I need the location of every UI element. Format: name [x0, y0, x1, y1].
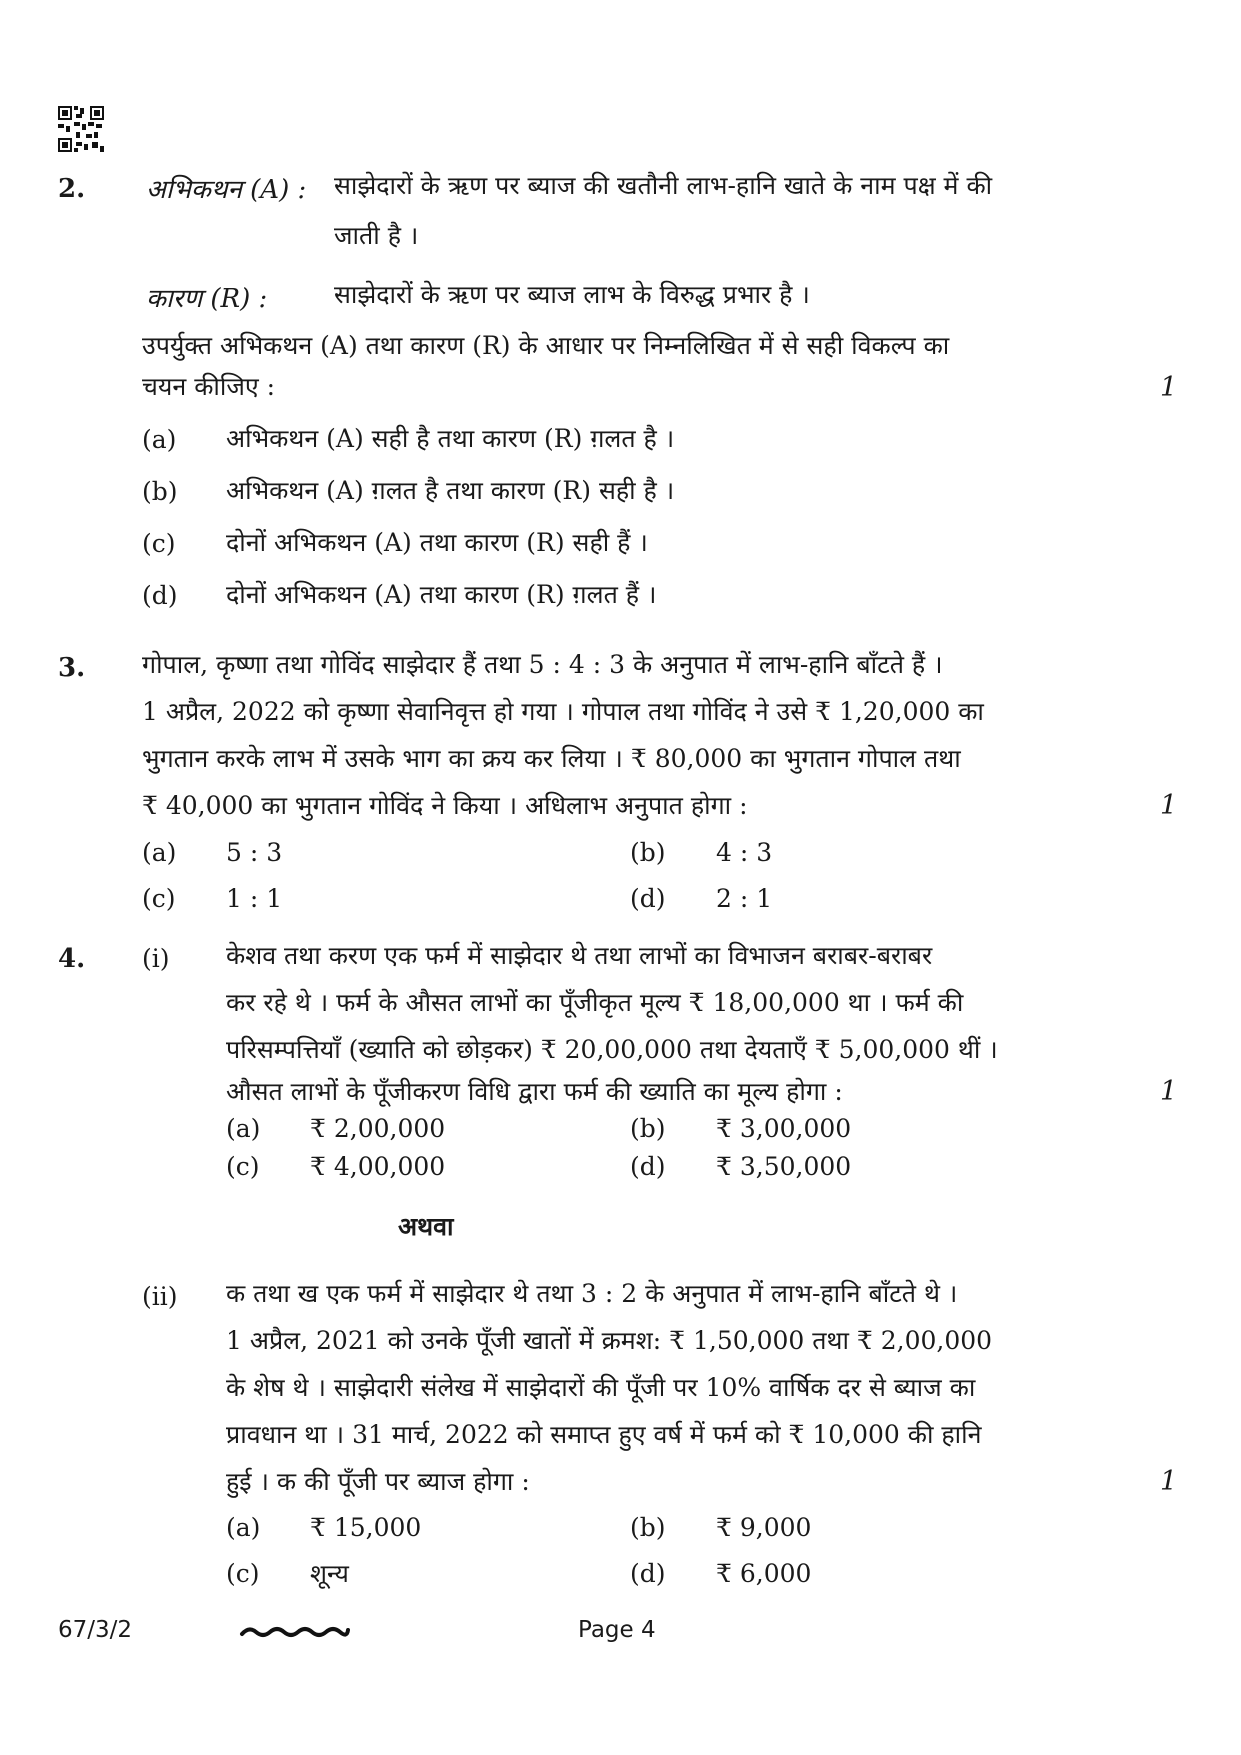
question-text: केशव तथा करण एक फर्म में साझेदार थे तथा लाभों का विभाजन बराबर-बराबर: [226, 941, 933, 970]
page-number: Page 4: [578, 1617, 656, 1643]
option-text: शून्य: [310, 1559, 349, 1588]
option-text: 4 : 3: [716, 838, 773, 867]
option-text: ₹ 3,50,000: [716, 1152, 852, 1181]
option-label: (d): [630, 884, 666, 913]
question-text: प्रावधान था । 31 मार्च, 2022 को समाप्त हुए वर्ष में फर्म को ₹ 10,000 की हानि: [226, 1420, 982, 1449]
option-label: (a): [142, 425, 177, 454]
marks-label: 1: [1160, 790, 1178, 821]
option-label: (b): [630, 838, 666, 867]
option-text: दोनों अभिकथन (A) तथा कारण (R) ग़लत हैं ।: [226, 580, 657, 609]
question-text: ₹ 40,000 का भुगतान गोविंद ने किया । अधिलाभ अनुपात होगा :: [142, 791, 748, 820]
option-label: (c): [226, 1152, 260, 1181]
option-label: (b): [142, 477, 178, 506]
question-text: औसत लाभों के पूँजीकरण विधि द्वारा फर्म की ख्याति का मूल्य होगा :: [226, 1077, 843, 1106]
paper-code: 67/3/2: [58, 1617, 133, 1643]
qr-code-icon: [58, 106, 104, 152]
option-text: ₹ 2,00,000: [310, 1114, 446, 1143]
question-text: हुई । क की पूँजी पर ब्याज होगा :: [226, 1467, 530, 1496]
marks-label: 1: [1160, 1466, 1178, 1497]
question-text: के शेष थे । साझेदारी संलेख में साझेदारों की पूँजी पर 10% वार्षिक दर से ब्याज का: [226, 1373, 976, 1402]
question-number: 4.: [58, 944, 86, 974]
instruction-text: उपर्युक्त अभिकथन (A) तथा कारण (R) के आधार पर निम्नलिखित में से सही विकल्प का: [142, 331, 950, 360]
option-text: दोनों अभिकथन (A) तथा कारण (R) सही हैं ।: [226, 528, 648, 557]
option-text: ₹ 6,000: [716, 1559, 812, 1588]
option-text: अभिकथन (A) ग़लत है तथा कारण (R) सही है ।: [226, 476, 675, 505]
question-text: गोपाल, कृष्णा तथा गोविंद साझेदार हैं तथा 5 : 4 : 3 के अनुपात में लाभ-हानि बाँटते हैं ।: [142, 650, 943, 679]
option-label: (d): [142, 581, 178, 610]
option-label: (b): [630, 1114, 666, 1143]
marks-label: 1: [1160, 1076, 1178, 1107]
option-text: 2 : 1: [716, 884, 773, 913]
question-text: कर रहे थे । फर्म के औसत लाभों का पूँजीकृत मूल्य ₹ 18,00,000 था । फर्म की: [226, 988, 964, 1017]
assertion-text: जाती है ।: [334, 221, 419, 250]
reason-label: कारण (R) :: [146, 284, 268, 314]
part-label: (i): [142, 944, 170, 973]
option-label: (d): [630, 1152, 666, 1181]
instruction-text: चयन कीजिए :: [142, 372, 276, 401]
assertion-label: अभिकथन (A) :: [146, 175, 307, 205]
option-label: (d): [630, 1559, 666, 1588]
assertion-text: साझेदारों के ऋण पर ब्याज की खतौनी लाभ-हानि खाते के नाम पक्ष में की: [334, 171, 993, 200]
option-text: 1 : 1: [226, 884, 283, 913]
or-separator: अथवा: [398, 1212, 454, 1241]
option-text: 5 : 3: [226, 838, 283, 867]
question-number: 2.: [58, 174, 86, 204]
question-text: क तथा ख एक फर्म में साझेदार थे तथा 3 : 2 के अनुपात में लाभ-हानि बाँटते थे ।: [226, 1279, 958, 1308]
marks-label: 1: [1160, 372, 1178, 403]
question-text: 1 अप्रैल, 2021 को उनके पूँजी खातों में क्रमश: ₹ 1,50,000 तथा ₹ 2,00,000: [226, 1326, 993, 1355]
reason-text: साझेदारों के ऋण पर ब्याज लाभ के विरुद्ध प्रभार है ।: [334, 280, 810, 309]
question-text: 1 अप्रैल, 2022 को कृष्णा सेवानिवृत्त हो गया । गोपाल तथा गोविंद ने उसे ₹ 1,20,000 का: [142, 697, 984, 726]
option-text: ₹ 9,000: [716, 1513, 812, 1542]
question-text: भुगतान करके लाभ में उसके भाग का क्रय कर लिया । ₹ 80,000 का भुगतान गोपाल तथा: [142, 744, 961, 773]
option-label: (a): [226, 1513, 261, 1542]
option-label: (c): [226, 1559, 260, 1588]
option-text: ₹ 4,00,000: [310, 1152, 446, 1181]
option-label: (b): [630, 1513, 666, 1542]
question-text: परिसम्पत्तियाँ (ख्याति को छोड़कर) ₹ 20,00,000 तथा देयताएँ ₹ 5,00,000 थीं ।: [226, 1035, 998, 1064]
option-label: (a): [142, 838, 177, 867]
option-text: ₹ 3,00,000: [716, 1114, 852, 1143]
wave-divider-icon: [238, 1621, 350, 1643]
question-number: 3.: [58, 653, 86, 683]
option-text: अभिकथन (A) सही है तथा कारण (R) ग़लत है ।: [226, 424, 675, 453]
option-text: ₹ 15,000: [310, 1513, 422, 1542]
option-label: (c): [142, 529, 176, 558]
option-label: (a): [226, 1114, 261, 1143]
part-label: (ii): [142, 1282, 178, 1311]
option-label: (c): [142, 884, 176, 913]
